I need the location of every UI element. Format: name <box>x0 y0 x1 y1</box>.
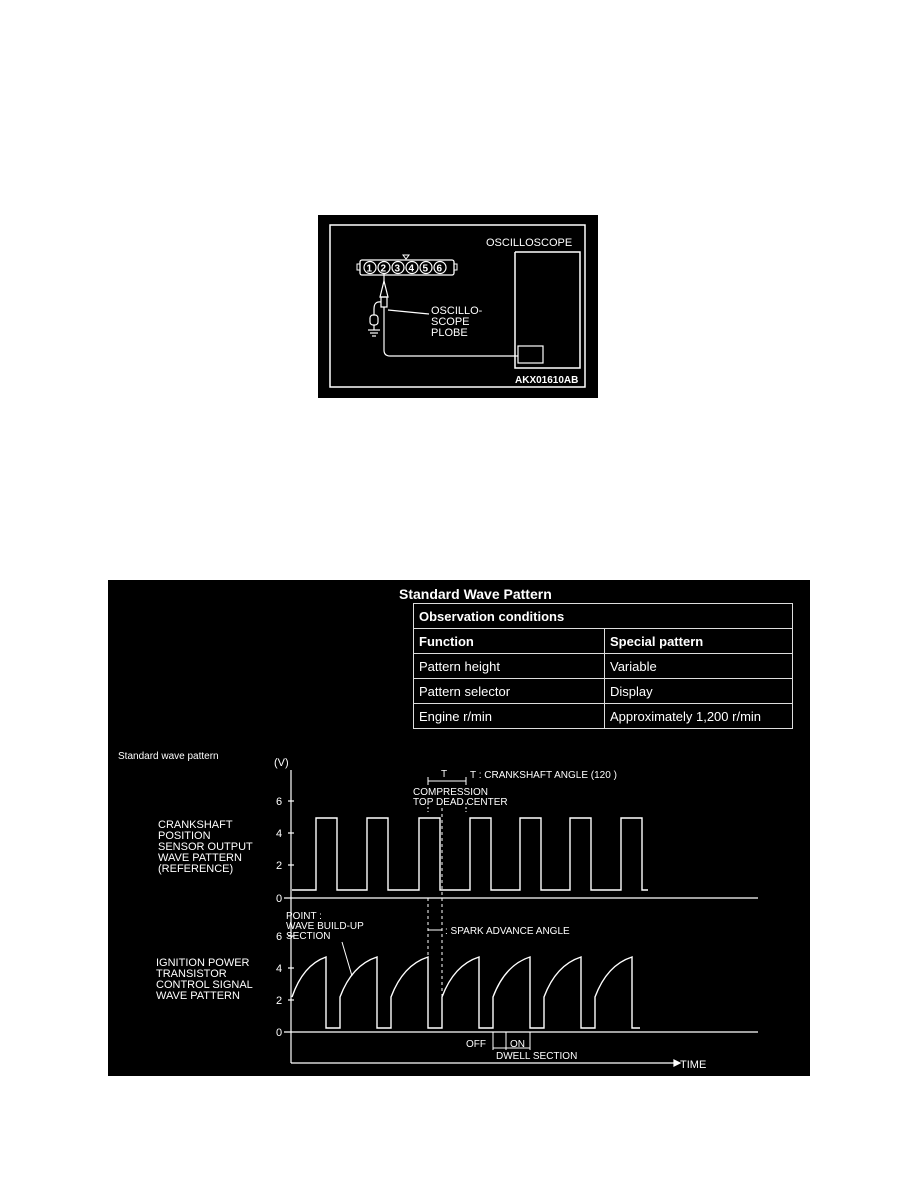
figure-code: AKX01610AB <box>515 375 579 386</box>
oscilloscope-connection-figure <box>318 215 598 398</box>
off-label: OFF <box>466 1039 486 1050</box>
y-tick: 4 <box>276 963 283 975</box>
svg-text:6: 6 <box>436 263 443 275</box>
table-caption: Observation conditions <box>414 604 793 629</box>
svg-text:3: 3 <box>394 263 401 275</box>
oscilloscope-label: OSCILLOSCOPE <box>486 237 573 249</box>
section-title: Standard Wave Pattern <box>399 586 552 602</box>
y-tick: 0 <box>276 893 283 905</box>
svg-text:WAVE PATTERN: WAVE PATTERN <box>156 990 240 1002</box>
standard-wave-pattern-figure <box>108 580 810 1076</box>
connection-diagram <box>318 215 598 398</box>
crankshaft-waveform <box>292 818 648 890</box>
table-cell: Pattern selector <box>414 679 605 704</box>
oscilloscope-box <box>515 252 580 368</box>
svg-text:SENSOR OUTPUT: SENSOR OUTPUT <box>158 841 253 853</box>
connector-marker-icon <box>403 255 409 259</box>
point-arrow <box>342 942 352 976</box>
svg-text:CRANKSHAFT: CRANKSHAFT <box>158 819 233 831</box>
dwell-label: DWELL SECTION <box>496 1051 578 1062</box>
y-unit-label: (V) <box>274 757 289 769</box>
point-label: SECTION <box>286 931 331 942</box>
table-cell: Display <box>605 679 793 704</box>
chart-axes <box>284 770 758 1066</box>
svg-text:4: 4 <box>408 263 415 275</box>
svg-text:5: 5 <box>422 263 429 275</box>
y-tick: 4 <box>276 828 283 840</box>
crankshaft-series-label <box>158 819 253 875</box>
y-tick: 6 <box>276 796 283 808</box>
chart-label: Standard wave pattern <box>118 751 219 762</box>
wave-pattern-chart <box>108 580 810 1076</box>
probe-label-line1: OSCILLO- <box>431 305 483 317</box>
svg-text:2: 2 <box>380 263 387 275</box>
svg-text:1: 1 <box>366 263 373 275</box>
svg-text:IGNITION POWER: IGNITION POWER <box>156 957 250 969</box>
probe-label-line3: PLOBE <box>431 327 468 339</box>
table-cell: Variable <box>605 654 793 679</box>
scope-input-box <box>518 346 543 363</box>
ignition-waveform <box>292 957 640 1028</box>
period-definition: T : CRANKSHAFT ANGLE (120 ) <box>470 770 617 781</box>
svg-text:TRANSISTOR: TRANSISTOR <box>156 968 227 980</box>
y-tick: 2 <box>276 995 283 1007</box>
svg-text:POSITION: POSITION <box>158 830 211 842</box>
y-tick: 0 <box>276 1027 283 1039</box>
table-cell: Engine r/min <box>414 704 605 729</box>
on-label: ON <box>510 1039 525 1050</box>
compression-label: COMPRESSION <box>413 787 489 798</box>
y-tick: 2 <box>276 860 283 872</box>
period-label: T <box>441 769 448 780</box>
time-axis-label: TIME <box>680 1059 707 1071</box>
spark-advance-label: : SPARK ADVANCE ANGLE <box>445 926 570 937</box>
point-label: WAVE BUILD-UP <box>286 921 364 932</box>
tdc-label: TOP DEAD CENTER <box>413 797 508 808</box>
table-cell: Pattern height <box>414 654 605 679</box>
ignition-series-label <box>156 957 253 1002</box>
svg-text:CONTROL SIGNAL: CONTROL SIGNAL <box>156 979 253 991</box>
svg-text:(REFERENCE): (REFERENCE) <box>158 863 234 875</box>
point-label: POINT : <box>286 911 322 922</box>
column-header: Function <box>414 629 605 654</box>
connector-pins <box>364 262 446 275</box>
svg-text:WAVE PATTERN: WAVE PATTERN <box>158 852 242 864</box>
y-tick: 6 <box>276 931 283 943</box>
table-cell: Approximately 1,200 r/min <box>605 704 793 729</box>
probe-label-line2: SCOPE <box>431 316 470 328</box>
column-header: Special pattern <box>605 629 793 654</box>
